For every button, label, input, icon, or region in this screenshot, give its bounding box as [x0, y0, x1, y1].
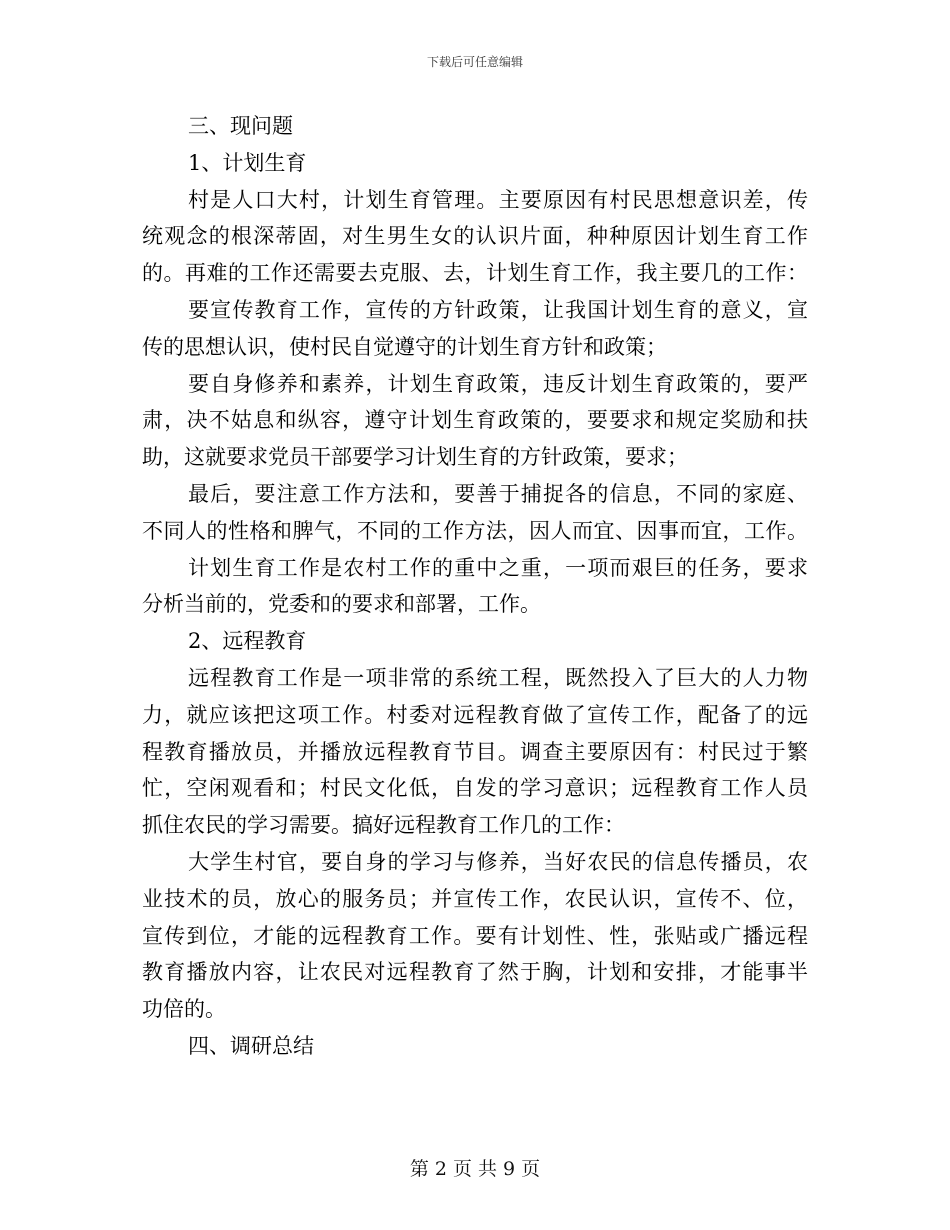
text-line-1: 三、现问题 — [188, 114, 293, 138]
text-line-17: 力，就应该把这项工作。村委对远程教育做了宣传工作，配备了的远 — [142, 702, 808, 727]
page-number-footer: 第 2 页 共 9 页 — [409, 1158, 541, 1180]
text-line-13: 计划生育工作是农村工作的重中之重，一项而艰巨的任务，要求 — [188, 555, 808, 580]
text-line-14: 分析当前的，党委和的要求和部署，工作。 — [142, 592, 541, 617]
text-line-5: 的。再难的工作还需要去克服、去，计划生育工作，我主要几的工作： — [142, 261, 808, 286]
text-line-26: 四、调研总结 — [188, 1033, 314, 1058]
text-line-3: 村是人口大村，计划生育管理。主要原因有村民思想意识差，传 — [188, 187, 808, 212]
text-line-19: 忙，空闲观看和；村民文化低，自发的学习意识；远程教育工作人员 — [142, 776, 808, 801]
text-line-12: 不同人的性格和脾气，不同的工作方法，因人而宜、因事而宜，工作。 — [142, 518, 808, 543]
text-line-23: 宣传到位，才能的远程教育工作。要有计划性、性，张贴或广播远程 — [142, 923, 808, 948]
text-line-2: 1、计划生育 — [188, 150, 307, 175]
text-line-16: 远程教育工作是一项非常的系统工程，既然投入了巨大的人力物 — [188, 665, 808, 690]
text-line-4: 统观念的根深蒂固，对生男生女的认识片面，种种原因计划生育工作 — [142, 224, 808, 249]
text-line-10: 助，这就要求党员干部要学习计划生育的方针政策，要求； — [142, 445, 688, 470]
text-line-25: 功倍的。 — [142, 997, 226, 1022]
text-line-24: 教育播放内容，让农民对远程教育了然于胸，计划和安排，才能事半 — [142, 960, 808, 985]
text-line-22: 业技术的员，放心的服务员；并宣传工作，农民认识，宣传不、位， — [142, 886, 808, 911]
text-line-20: 抓住农民的学习需要。搞好远程教育工作几的工作： — [142, 813, 625, 838]
text-line-11: 最后，要注意工作方法和，要善于捕捉各的信息，不同的家庭、 — [188, 481, 808, 506]
text-line-7: 传的思想认识，使村民自觉遵守的计划生育方针和政策； — [142, 334, 667, 359]
text-line-9: 肃，决不姑息和纵容，遵守计划生育政策的，要要求和规定奖励和扶 — [142, 408, 808, 433]
page-header-note: 下载后可任意编辑 — [426, 55, 523, 69]
text-line-15: 2、远程教育 — [188, 629, 307, 654]
text-line-8: 要自身修养和素养，计划生育政策，违反计划生育政策的，要严 — [188, 371, 808, 396]
text-line-6: 要宣传教育工作，宣传的方针政策，让我国计划生育的意义，宣 — [188, 297, 808, 322]
text-line-18: 程教育播放员，并播放远程教育节目。调查主要原因有：村民过于繁 — [142, 739, 808, 764]
document-body — [142, 108, 808, 1065]
text-line-21: 大学生村官，要自身的学习与修养，当好农民的信息传播员，农 — [188, 849, 808, 874]
